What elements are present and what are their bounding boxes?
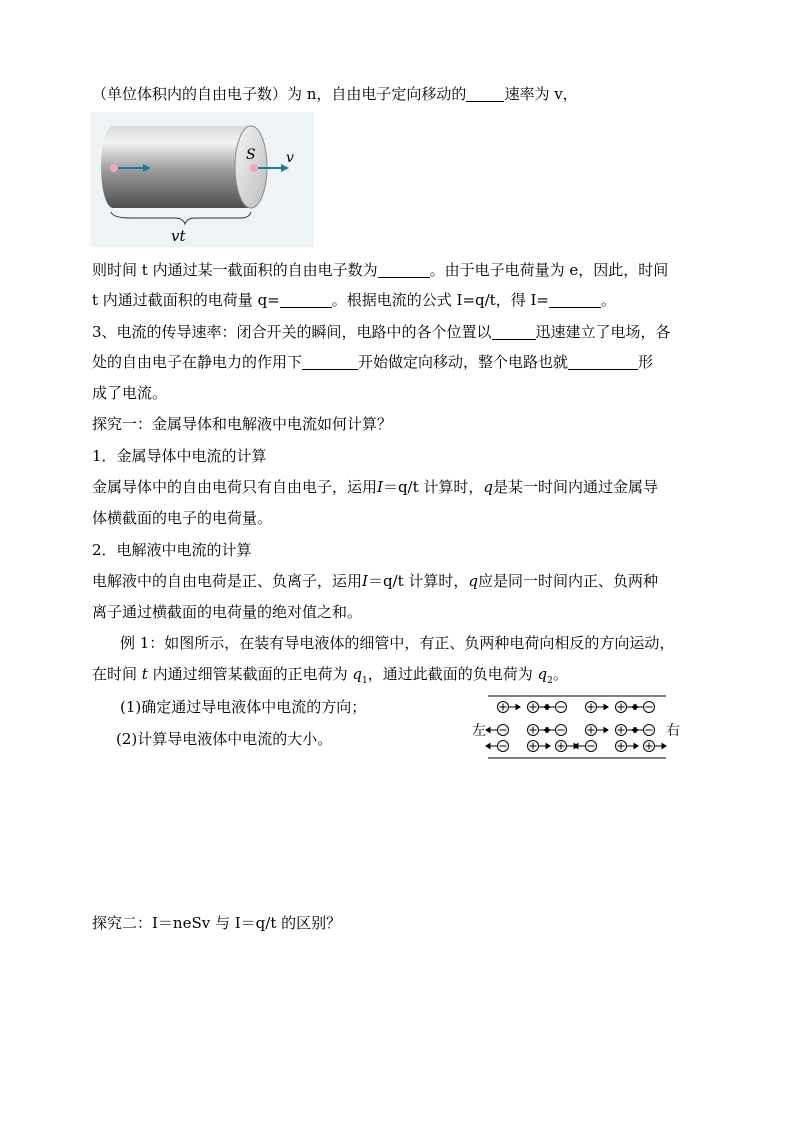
text: ＝q/t 计算时， [382, 478, 484, 496]
text: ，通过此截面的负电荷为 [367, 665, 533, 683]
ion-arrowhead [634, 744, 638, 749]
blank-almost [302, 355, 358, 370]
text: q [537, 665, 548, 683]
text: q [352, 665, 363, 683]
blank-rate [466, 87, 504, 102]
text: 。 [600, 291, 616, 309]
example1-question2: (2)计算导电液体中电流的大小。 [116, 730, 333, 748]
ion-arrowhead [604, 728, 608, 733]
label-right: 右 [666, 723, 680, 739]
ion-arrowhead [604, 705, 608, 710]
ion-arrowhead [516, 705, 520, 710]
text: ＝q/t 计算时， [367, 572, 469, 590]
ion-arrowhead [632, 728, 636, 733]
explore1-section2-line2: 离子通过横截面的电荷量的绝对值之和。 [92, 603, 363, 621]
explore2-title: 探究二：I＝neSv 与 I＝q/t 的区别？ [92, 914, 342, 932]
text: t 内通过截面积的电荷量 q= [92, 291, 280, 309]
text: 。 [552, 665, 568, 683]
item3-line-1 [92, 322, 671, 342]
explore1-section1-line2: 体横截面的电子的电荷量。 [92, 509, 273, 527]
ion-arrowhead [662, 744, 666, 749]
label-vt: vt [171, 227, 186, 245]
text: t [141, 665, 148, 683]
after-fig-line-1 [92, 260, 668, 280]
intro-line [92, 84, 578, 104]
after-fig-line-2 [92, 290, 616, 310]
text: I [377, 478, 383, 496]
ion-markers [486, 702, 666, 752]
ion-arrowhead [544, 728, 548, 733]
text: 在时间 [92, 665, 138, 683]
ion-arrowhead [632, 705, 636, 710]
text: 内通过细管某截面的正电荷为 [152, 665, 348, 683]
item3-line-3: 成了电流。 [92, 384, 168, 402]
explore1-section2-line1 [92, 571, 658, 591]
example1-line2 [92, 664, 568, 691]
blank-charge [280, 293, 332, 308]
text: q [483, 478, 494, 496]
blank-current [549, 293, 601, 308]
item3-line-2 [92, 352, 653, 372]
ion-arrowhead [486, 728, 490, 733]
conductor-cylinder-figure [91, 112, 314, 247]
text: 处的自由电子在静电力的作用下 [92, 353, 303, 371]
ion-arrowhead [486, 744, 490, 749]
text: 2 [547, 676, 553, 686]
explore1-section1-title: 1．金属导体中电流的计算 [92, 447, 267, 465]
text: 形 [638, 353, 654, 371]
blank-form [568, 355, 638, 370]
text: q [468, 572, 479, 590]
text: 金属导体中的自由电荷只有自由电子，运用 [92, 478, 378, 496]
text: 开始做定向移动，整个电路也就 [358, 353, 569, 371]
label-s: S [246, 147, 256, 163]
example1-question1: (1)确定通过导电液体中电流的方向； [120, 698, 367, 716]
explore1-section2-title: 2．电解液中电流的计算 [92, 541, 252, 559]
text: 迅速建立了电场，各 [535, 323, 671, 341]
text: 。根据电流的公式 I=q/t，得 I= [331, 291, 549, 309]
intro-text-a: （单位体积内的自由电子数）为 n，自由电子定向移动的 [92, 85, 467, 103]
example1-line1: 例 1：如图所示，在装有导电液体的细管中，有正、负两种电荷向相反的方向运动， [120, 634, 675, 652]
electron-dot-right [250, 164, 258, 172]
blank-electron-count [378, 263, 430, 278]
text: 应是同一时间内正、负两种 [478, 572, 659, 590]
explore1-section1-line1 [92, 477, 658, 497]
text: I [362, 572, 368, 590]
electron-dot-left [110, 164, 118, 172]
text: 则时间 t 内通过某一截面积的自由电子数为 [92, 261, 378, 279]
ion-arrowhead [544, 705, 548, 710]
text: 3、电流的传导速率：闭合开关的瞬间，电路中的各个位置以 [92, 323, 492, 341]
ion-arrowhead [546, 744, 550, 749]
text: 。由于电子电荷量为 e，因此，时间 [429, 261, 669, 279]
explore1-title: 探究一：金属导体和电解液中电流如何计算？ [92, 415, 393, 433]
label-v: v [286, 150, 294, 166]
label-left: 左 [472, 723, 486, 739]
text: 1 [362, 676, 368, 686]
text: 是某一时间内通过金属导 [493, 478, 659, 496]
text: 电解液中的自由电荷是正、负离子，运用 [92, 572, 363, 590]
ion-tube-figure [470, 694, 690, 760]
intro-text-b: 速率为 v， [504, 85, 578, 103]
blank-speed [492, 325, 536, 340]
